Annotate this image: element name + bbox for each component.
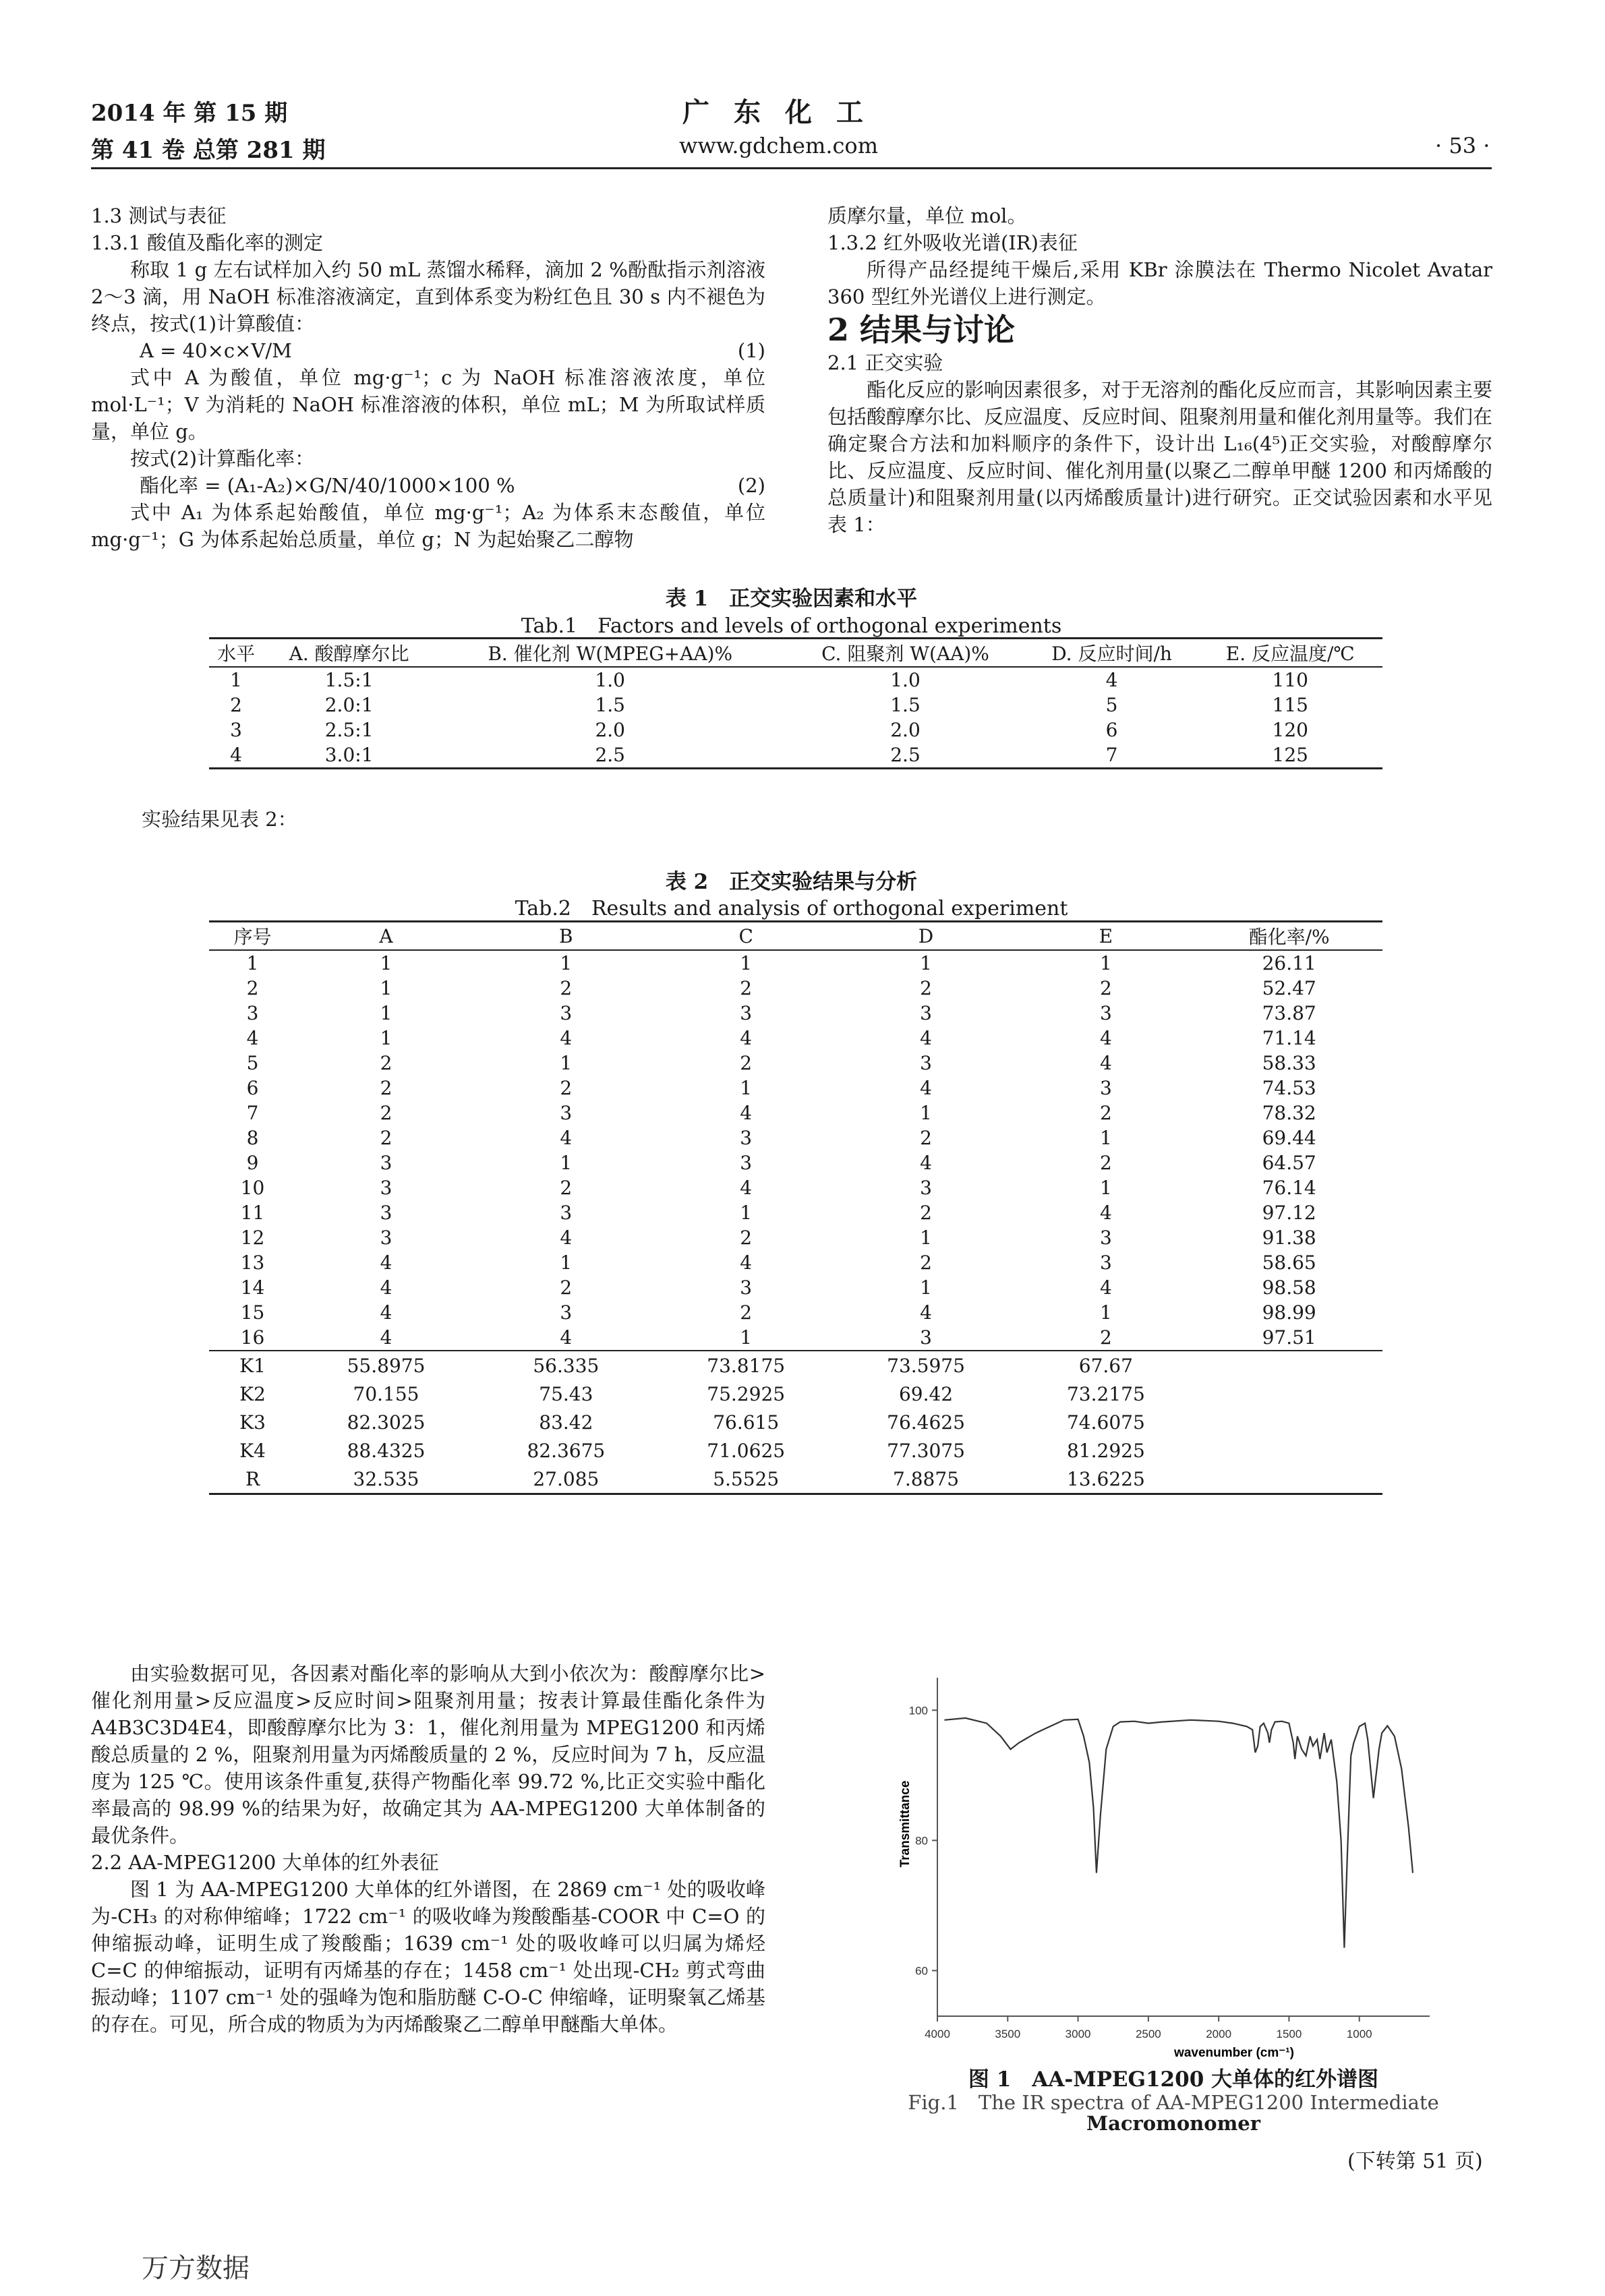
watermark-text: 万方数据 (142, 2253, 250, 2284)
table1-cell: 2.0 (595, 719, 625, 741)
table2-header-1: A (296, 922, 476, 951)
table2-cell: 2 (560, 1077, 573, 1099)
para-eq1-vars: 式中 A 为酸值，单位 mg·g⁻¹；c 为 NaOH 标准溶液浓度，单位 mol·L⁻¹；V 为消耗的 NaOH 标准溶液的体积，单位 mL；M 为所取试样质量，单位 g。 (91, 366, 765, 443)
table2-stat-cell: 75.2925 (707, 1382, 786, 1405)
table2-cell: 3 (560, 1002, 573, 1024)
table2-cell: 1 (1099, 952, 1112, 974)
table1-row (209, 667, 1382, 693)
table2-cell: 64.57 (1262, 1152, 1316, 1174)
table2-cell: 1 (560, 1152, 573, 1174)
table2-cell: 2 (380, 1077, 392, 1099)
figure-caption-en-1: Fig.1 The IR spectra of AA-MPEG1200 Intermediate (908, 2091, 1439, 2114)
table1-cell: 110 (1272, 669, 1308, 691)
table2-row (209, 976, 1382, 1001)
table1-header-1: A. 酸醇摩尔比 (263, 639, 435, 668)
journal-title: 广东化工 (682, 96, 887, 128)
table2-cell: 3 (246, 1002, 259, 1024)
table2-cell: 2 (740, 977, 753, 999)
table2-stat-cell: K1 (209, 1351, 296, 1380)
table2-stat-cell: 76.4625 (887, 1411, 965, 1434)
equation-2-text: 酯化率 = (A₁-A₂)×G/N/40/1000×100 % (140, 474, 515, 497)
table2-cell: 3 (1099, 1077, 1112, 1099)
table2-cell: 2 (920, 1127, 932, 1149)
table2-row (209, 1150, 1382, 1175)
table2-cell: 4 (1099, 1052, 1112, 1074)
table2-cell: 4 (560, 1027, 573, 1049)
table1-cell: 3.0:1 (263, 742, 435, 769)
table2-cell: 2 (920, 977, 932, 999)
table2-stat-cell: 88.4325 (347, 1439, 426, 1462)
header-rule (91, 167, 1492, 169)
para-ir-analysis: 图 1 为 AA-MPEG1200 大单体的红外谱图，在 2869 cm⁻¹ 处的吸收峰为-CH₃ 的对称伸缩峰；1722 cm⁻¹ 的吸收峰为羧酸酯基-COOR 中 C=O 的伸缩振动峰，证明生成了羧酸酯；1639 cm⁻¹ 处的吸收峰可以归属为烯烃 C=C 的伸缩振动，证明有丙烯基的存在；1458 cm⁻¹ 处出现-CH₂ 剪式弯曲振动峰；1107 cm⁻¹ 处的强峰为饱和脂肪醚 C-O-C 伸缩峰，证明聚氧乙烯基的存在。可见，所合成的物质为为丙烯酸聚乙二醇单甲醚酯大单体。 (91, 1878, 765, 2036)
table2-cell: 4 (1099, 1276, 1112, 1299)
table2-cell: 3 (380, 1152, 392, 1174)
volume-label: 第 41 卷 总第 281 期 (91, 137, 326, 164)
table2-cell: 3 (380, 1177, 392, 1199)
table2-cell: 3 (920, 1177, 932, 1199)
table2-cell: 1 (560, 952, 573, 974)
table2-title-en: Tab.2 Results and analysis of orthogonal experiment (515, 897, 1068, 920)
table2-stat-cell: 73.5975 (836, 1351, 1016, 1380)
table2-cell: 4 (1099, 1027, 1112, 1049)
table1-cell: 2 (230, 694, 242, 716)
table2-stat-cell: 67.67 (1016, 1351, 1196, 1380)
para-orthogonal: 酯化反应的影响因素很多，对于无溶剂的酯化反应而言，其影响因素主要包括酸醇摩尔比、反应温度、反应时间、阻聚剂用量和催化剂用量等。我们在确定聚合方法和加料顺序的条件下，设计出 L₁₆(4⁵)正交实验，对酸醇摩尔比、反应温度、反应时间、催化剂用量(以聚乙二醇单甲醚 1200 和丙烯酸的总质量计)和阻聚剂用量(以丙烯酸质量计)进行研究。正交试验因素和水平见表 1： (827, 378, 1493, 536)
table1-header-3: C. 阻聚剂 W(AA)% (785, 639, 1025, 668)
table2-cell: 1 (920, 1227, 932, 1249)
table2-cell: 2 (380, 1102, 392, 1124)
table2-cell: 6 (246, 1077, 259, 1099)
table2 (209, 920, 1382, 1495)
table2-stat-cell (1196, 1436, 1382, 1465)
table2-cell: 13 (240, 1252, 265, 1274)
table2-row (209, 1051, 1382, 1076)
table2-cell: 8 (246, 1127, 259, 1149)
table1-title-en: Tab.1 Factors and levels of orthogonal experiments (521, 614, 1062, 638)
table2-cell: 4 (380, 1252, 392, 1274)
table1-cell: 2.5 (435, 742, 785, 769)
x-tick-label: 4000 (925, 2028, 950, 2040)
table2-header-6: 酯化率/% (1196, 922, 1382, 951)
table1-cell: 7 (1026, 742, 1198, 769)
table2-header-4: D (836, 922, 1016, 951)
table1-cell: 2.0 (890, 719, 921, 741)
table2-cell: 4 (380, 1276, 392, 1299)
section-1-3-2: 1.3.2 红外吸收光谱(IR)表征 (827, 231, 1078, 254)
table2-stat-cell: 70.155 (353, 1382, 419, 1405)
table1-cell: 1 (230, 669, 242, 691)
table2-cell: 3 (1099, 1252, 1112, 1274)
table1-cell: 2.5:1 (324, 719, 374, 741)
table2-cell: 4 (740, 1177, 753, 1199)
table1-header-2: B. 催化剂 W(MPEG+AA)% (435, 639, 785, 668)
left-column-bottom (91, 1660, 765, 2038)
section-1-3-1: 1.3.1 酸值及酯化率的测定 (91, 231, 324, 254)
table2-cell: 2 (380, 1127, 392, 1149)
table2-cell: 9 (246, 1152, 259, 1174)
table2-stat-cell: K3 (239, 1411, 266, 1434)
table2-cell: 11 (240, 1202, 265, 1224)
continued-note: (下转第 51 页) (1347, 2150, 1483, 2173)
table2-cell: 10 (240, 1177, 265, 1199)
table2-cell: 3 (920, 1052, 932, 1074)
table2-cell: 1 (380, 952, 392, 974)
table2-cell: 2 (740, 1227, 753, 1249)
table2-cell: 1 (740, 1326, 753, 1349)
table1-cell: 2.0:1 (324, 694, 374, 716)
table2-stat-row (209, 1408, 1382, 1436)
table2-cell: 3 (560, 1301, 573, 1324)
table2-cell: 16 (240, 1326, 265, 1349)
table2-cell: 4 (560, 1326, 573, 1349)
table2-header-3: C (656, 922, 836, 951)
table2-stat-cell (1196, 1465, 1382, 1494)
issue-label: 2014 年 第 15 期 (91, 100, 288, 127)
table2-cell: 74.53 (1262, 1077, 1316, 1099)
table2-stat-cell: 71.0625 (707, 1439, 786, 1462)
table2-title-cn: 表 2 正交实验结果与分析 (665, 870, 918, 894)
table2-cell: 4 (560, 1227, 573, 1249)
table2-cell: 2 (380, 1052, 392, 1074)
table2-cell: 4 (920, 1027, 932, 1049)
table2-cell: 2 (560, 1276, 573, 1299)
table2-cell: 1 (380, 977, 392, 999)
equation-2 (91, 472, 765, 499)
table2-cell: 2 (920, 1252, 932, 1274)
table2-stat-cell: K4 (239, 1439, 266, 1462)
table2-cell: 3 (920, 1002, 932, 1024)
table2-cell: 2 (920, 1202, 932, 1224)
table2-row (209, 1076, 1382, 1100)
table2-cell: 58.65 (1262, 1252, 1316, 1274)
table2-cell: 1 (560, 1052, 573, 1074)
table2-row (209, 1225, 1382, 1250)
table2-cell: 2 (246, 977, 259, 999)
table2-cell: 4 (560, 1127, 573, 1149)
table2-row (209, 1001, 1382, 1026)
table2-row (209, 1100, 1382, 1125)
table2-stat-cell: 7.8875 (836, 1465, 1016, 1494)
table1-title-cn: 表 1 正交实验因素和水平 (665, 587, 918, 611)
x-tick-label: 2500 (1135, 2028, 1161, 2040)
table2-stat-cell (1196, 1408, 1382, 1436)
between-tables-text: 实验结果见表 2： (142, 808, 297, 831)
table2-stat-cell (1196, 1380, 1382, 1408)
table2-cell: 97.12 (1262, 1202, 1316, 1224)
table2-cell: 3 (560, 1202, 573, 1224)
table2-cell: 2 (560, 1177, 573, 1199)
table2-cell: 4 (740, 1027, 753, 1049)
figure-caption-en-2: Macromonomer (1086, 2112, 1261, 2135)
table2-cell: 1 (246, 952, 259, 974)
x-tick-label: 1000 (1346, 2028, 1372, 2040)
table1-cell: 125 (1198, 742, 1383, 769)
table2-cell: 7 (246, 1102, 259, 1124)
table1-cell: 1.0 (890, 669, 921, 691)
para-acid-value: 称取 1 g 左右试样加入约 50 mL 蒸馏水稀释，滴加 2 %酚酞指示剂溶液 2～3 滴，用 NaOH 标准溶液滴定，直到体系变为粉红色且 30 s 内不褪色为终点，按式(1)计算酸值： (91, 258, 765, 335)
table1-header-0: 水平 (209, 639, 263, 668)
table2-row (209, 1250, 1382, 1275)
table2-cell: 15 (240, 1301, 265, 1324)
y-tick-label: 100 (908, 1704, 928, 1717)
para-eq2-intro: 按式(2)计算酯化率： (130, 447, 315, 470)
section-1-3: 1.3 测试与表征 (91, 204, 227, 227)
table2-cell: 1 (1099, 1127, 1112, 1149)
table2-cell: 1 (380, 1027, 392, 1049)
table2-stat-row (209, 1351, 1382, 1380)
section-2-1: 2.1 正交实验 (827, 351, 943, 374)
table2-stat-cell: 73.2175 (1066, 1382, 1145, 1405)
table2-stat-cell: 81.2925 (1066, 1439, 1145, 1462)
table2-stat-cell: 55.8975 (296, 1351, 476, 1380)
table2-stat-row (209, 1380, 1382, 1408)
table2-stat-cell: 76.615 (713, 1411, 780, 1434)
para-eq2-vars: 式中 A₁ 为体系起始酸值，单位 mg·g⁻¹；A₂ 为体系末态酸值，单位 mg·g⁻¹；G 为体系起始总质量，单位 g；N 为起始聚乙二醇物 (91, 501, 765, 551)
table1-cell: 5 (1105, 694, 1118, 716)
equation-1-text: A = 40×c×V/M (140, 339, 292, 362)
table2-stat-cell: 32.535 (296, 1465, 476, 1494)
journal-website[interactable]: www.gdchem.com (679, 133, 879, 158)
table2-cell: 4 (1099, 1202, 1112, 1224)
table2-cell: 1 (1099, 1177, 1112, 1199)
ir-spectrum-chart (890, 1666, 1450, 2063)
table2-cell: 4 (920, 1152, 932, 1174)
table2-cell: 2 (1099, 977, 1112, 999)
table2-cell: 4 (380, 1326, 392, 1349)
table1-cell: 1.0 (595, 669, 625, 691)
table2-stat-cell: 69.42 (898, 1382, 954, 1405)
table1-cell: 6 (1105, 719, 1118, 741)
table2-stat-cell (1196, 1351, 1382, 1380)
para-ir-method: 所得产品经提纯干燥后,采用 KBr 涂膜法在 Thermo Nicolet Avatar 360 型红外光谱仪上进行测定。 (827, 258, 1492, 308)
table2-cell: 3 (380, 1227, 392, 1249)
table2-cell: 3 (380, 1202, 392, 1224)
table2-cell: 2 (740, 1301, 753, 1324)
table2-cell: 2 (740, 1052, 753, 1074)
table2-cell: 1 (740, 1077, 753, 1099)
table1-cell: 115 (1272, 694, 1308, 716)
table1-row (209, 693, 1382, 717)
table1-cell: 120 (1272, 719, 1308, 741)
table2-row (209, 1325, 1382, 1351)
table2-cell: 3 (740, 1127, 753, 1149)
table2-cell: 71.14 (1262, 1027, 1316, 1049)
table2-cell: 78.32 (1262, 1102, 1316, 1124)
table2-cell: 4 (380, 1301, 392, 1324)
table2-cell: 3 (920, 1326, 932, 1349)
table1-row (209, 717, 1382, 742)
x-tick-label: 3000 (1065, 2028, 1091, 2040)
table2-cell: 52.47 (1262, 977, 1316, 999)
table2-row (209, 1300, 1382, 1325)
table2-cell: 4 (740, 1102, 753, 1124)
table2-stat-cell: 56.335 (476, 1351, 656, 1380)
equation-1-number: (1) (737, 339, 765, 362)
para-continue: 质摩尔量，单位 mol。 (827, 204, 1027, 227)
x-tick-label: 2000 (1206, 2028, 1232, 2040)
table1-header-5: E. 反应温度/℃ (1198, 639, 1383, 668)
table2-row (209, 950, 1382, 976)
table2-cell: 1 (920, 1102, 932, 1124)
y-tick-label: 80 (915, 1834, 928, 1848)
table2-stat-cell: 74.6075 (1066, 1411, 1145, 1434)
ir-spectrum-line (944, 1718, 1413, 1948)
table2-cell: 2 (1099, 1102, 1112, 1124)
table2-cell: 1 (920, 1276, 932, 1299)
table2-cell: 4 (246, 1027, 259, 1049)
table2-header-2: B (476, 922, 656, 951)
table2-cell: 4 (920, 1077, 932, 1099)
para-results: 由实验数据可见，各因素对酯化率的影响从大到小依次为：酸醇摩尔比>催化剂用量>反应温度>反应时间>阻聚剂用量；按表计算最佳酯化条件为 A4B3C3D4E4，即酸醇摩尔比为 3：1，催化剂用量为 MPEG1200 和丙烯酸总质量的 2 %，阻聚剂用量为丙烯酸质量的 2 %，反应时间为 7 h，反应温度为 125 ℃。使用该条件重复,获得产物酯化率 99.72 %,比正交实验中酯化率最高的 98.99 %的结果为好，故确定其为 AA-MPEG1200 大单体制备的最优条件。 (91, 1662, 765, 1847)
table1-header-4: D. 反应时间/h (1026, 639, 1198, 668)
table2-stat-row (209, 1436, 1382, 1465)
table2-cell: 98.99 (1262, 1301, 1316, 1324)
table2-cell: 14 (240, 1276, 265, 1299)
table2-row (209, 1125, 1382, 1150)
table2-cell: 3 (1099, 1227, 1112, 1249)
table2-row (209, 1026, 1382, 1051)
table2-cell: 1 (920, 952, 932, 974)
table1-cell: 2.5 (785, 742, 1025, 769)
section-2-heading: 2 结果与讨论 (827, 312, 1016, 348)
right-column-top (827, 202, 1492, 538)
y-axis-label: Transmittance (898, 1780, 912, 1868)
table2-stat-cell: R (209, 1465, 296, 1494)
table2-row (209, 1175, 1382, 1200)
table2-cell: 76.14 (1262, 1177, 1316, 1199)
table2-stat-row (209, 1465, 1382, 1494)
table2-cell: 2 (1099, 1152, 1112, 1174)
table2-cell: 1 (560, 1252, 573, 1274)
table2-cell: 1 (740, 1202, 753, 1224)
equation-2-number: (2) (737, 474, 765, 497)
table2-cell: 5 (246, 1052, 259, 1074)
table2-row (209, 1275, 1382, 1300)
table2-stat-cell: 5.5525 (656, 1465, 836, 1494)
table2-cell: 12 (240, 1227, 265, 1249)
table2-cell: 2 (1099, 1326, 1112, 1349)
table2-stat-cell: 82.3675 (527, 1439, 606, 1462)
table2-stat-cell: 83.42 (539, 1411, 593, 1434)
table2-stat-cell: 13.6225 (1016, 1465, 1196, 1494)
x-axis-label: wavenumber (cm⁻¹) (1174, 2046, 1294, 2060)
table1-cell: 3 (230, 719, 242, 741)
table2-stat-cell: 75.43 (539, 1382, 593, 1405)
table1-cell: 4 (1105, 669, 1118, 691)
section-2-2: 2.2 AA-MPEG1200 大单体的红外表征 (91, 1851, 439, 1874)
table2-cell: 4 (740, 1252, 753, 1274)
table2-cell: 1 (740, 952, 753, 974)
table1-cell: 4 (209, 742, 263, 769)
equation-1 (91, 337, 765, 364)
table2-stat-cell: 82.3025 (347, 1411, 426, 1434)
table2-cell: 4 (920, 1301, 932, 1324)
table1 (209, 637, 1382, 769)
table1-cell: 1.5 (595, 694, 625, 716)
table2-cell: 97.51 (1262, 1326, 1316, 1349)
table2-stat-cell: 73.8175 (656, 1351, 836, 1380)
left-column-top (91, 202, 765, 553)
table2-cell: 3 (560, 1102, 573, 1124)
table2-cell: 2 (560, 977, 573, 999)
x-tick-label: 3500 (995, 2028, 1021, 2040)
table2-cell: 58.33 (1262, 1052, 1316, 1074)
table2-header-0: 序号 (209, 922, 296, 951)
table2-cell: 26.11 (1262, 952, 1316, 974)
table2-row (209, 1200, 1382, 1225)
table2-header-5: E (1016, 922, 1196, 951)
table2-cell: 3 (740, 1276, 753, 1299)
table2-cell: 3 (740, 1002, 753, 1024)
table2-cell: 98.58 (1262, 1276, 1316, 1299)
table2-cell: 3 (1099, 1002, 1112, 1024)
table2-stat-cell: 27.085 (476, 1465, 656, 1494)
table1-cell: 1.5 (890, 694, 921, 716)
y-tick-label: 60 (915, 1964, 928, 1978)
x-tick-label: 1500 (1276, 2028, 1302, 2040)
table2-cell: 73.87 (1262, 1002, 1316, 1024)
figure-caption-cn: 图 1 AA-MPEG1200 大单体的红外谱图 (968, 2067, 1379, 2092)
table2-stat-cell: K2 (239, 1382, 266, 1405)
table2-cell: 69.44 (1262, 1127, 1316, 1149)
table2-cell: 1 (1099, 1301, 1112, 1324)
page-number: · 53 · (1435, 133, 1490, 158)
table2-cell: 1 (380, 1002, 392, 1024)
table2-cell: 3 (740, 1152, 753, 1174)
table1-row (209, 742, 1382, 769)
table1-cell: 1.5:1 (324, 669, 374, 691)
table2-stat-cell: 77.3075 (887, 1439, 965, 1462)
table2-cell: 91.38 (1262, 1227, 1316, 1249)
